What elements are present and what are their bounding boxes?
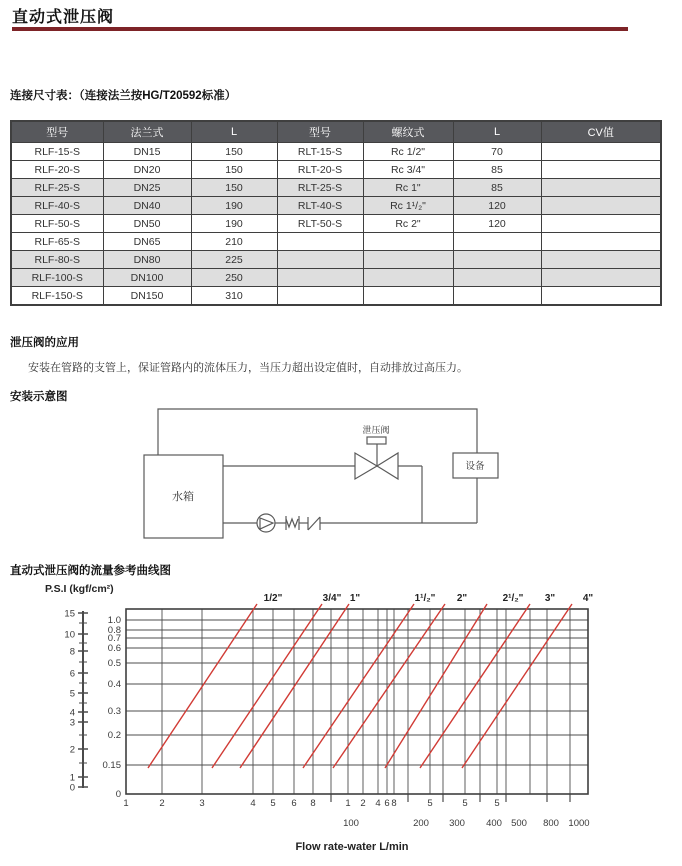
relief-valve-label: 泄压阀	[362, 425, 390, 435]
size-label: 1"	[349, 593, 361, 604]
table-cell: DN40	[103, 197, 191, 215]
psi-tick-label: 4	[69, 707, 75, 719]
table-cell	[541, 197, 661, 215]
table-cell: DN20	[103, 161, 191, 179]
installation-heading: 安装示意图	[10, 391, 68, 403]
table-cell: RLT-25-S	[277, 179, 363, 197]
table-cell: 210	[191, 233, 277, 251]
x-tick-label: 3	[199, 798, 205, 809]
flow-curve	[212, 604, 322, 768]
table-cell: RLT-50-S	[277, 215, 363, 233]
table-header-cell: 型号	[277, 121, 363, 143]
pump-impeller	[260, 518, 273, 529]
table-cell: DN15	[103, 143, 191, 161]
x-tick-label: 5	[427, 798, 433, 809]
table-cell	[541, 143, 661, 161]
table-cell: RLF-20-S	[11, 161, 103, 179]
table-cell	[541, 287, 661, 306]
table-cell: 150	[191, 179, 277, 197]
x-tick-label: 4	[250, 798, 256, 809]
table-cell: DN50	[103, 215, 191, 233]
table-cell: RLT-20-S	[277, 161, 363, 179]
table-cell	[277, 251, 363, 269]
table-cell: 85	[453, 179, 541, 197]
table-cell: DN100	[103, 269, 191, 287]
size-label: 2¹/₂"	[502, 593, 524, 604]
table-cell: RLF-65-S	[11, 233, 103, 251]
flow-curve	[333, 604, 445, 768]
table-cell	[363, 233, 453, 251]
table-header-cell: 螺纹式	[363, 121, 453, 143]
flow-curve	[462, 604, 572, 768]
table-cell: 120	[453, 215, 541, 233]
x-tick-label: 6	[384, 798, 390, 809]
relief-valve-symbol	[377, 453, 398, 479]
table-cell	[541, 269, 661, 287]
table-cell	[541, 215, 661, 233]
plot-border	[126, 609, 588, 794]
y-tick-label: 0.8	[107, 625, 121, 636]
x-tick-label: 4	[375, 798, 381, 809]
flex-connector-symbol	[286, 519, 298, 527]
table-row	[11, 269, 661, 287]
table-cell: DN80	[103, 251, 191, 269]
table-cell: DN65	[103, 233, 191, 251]
psi-tick-label: 3	[69, 717, 75, 729]
table-row	[11, 161, 661, 179]
page-title: 直动式泄压阀	[12, 9, 115, 26]
x-tick-label: 8	[310, 798, 316, 809]
installation-diagram	[0, 400, 682, 550]
table-cell: 85	[453, 161, 541, 179]
table-cell: RLF-150-S	[11, 287, 103, 306]
table-header-cell: L	[453, 121, 541, 143]
table-row	[11, 143, 661, 161]
psi-tick-label: 10	[64, 629, 75, 641]
x-tick-label: 8	[391, 798, 397, 809]
y-tick-label: 0.3	[107, 706, 121, 717]
x-decade-label: 800	[543, 818, 559, 829]
table-cell: RLF-25-S	[11, 179, 103, 197]
table-cell: Rc 1/2"	[363, 143, 453, 161]
table-header-cell: L	[191, 121, 277, 143]
x-decade-label: 1000	[568, 818, 590, 829]
application-body: 安装在管路的支管上，保证管路内的流体压力，当压力超出设定值时，自动排放过高压力。	[28, 362, 468, 374]
psi-tick-label: 6	[69, 668, 75, 680]
table-cell: RLF-50-S	[11, 215, 103, 233]
y-tick-label: 1.0	[107, 615, 121, 626]
chart-y-axis-title: P.S.I (kgf/cm²)	[45, 583, 114, 595]
size-label: 3"	[544, 593, 556, 604]
table-header-cell: CV值	[541, 121, 661, 143]
table-cell: DN25	[103, 179, 191, 197]
table-cell: RLT-40-S	[277, 197, 363, 215]
size-label: 4"	[582, 593, 594, 604]
x-decade-label: 400	[486, 818, 502, 829]
y-tick-label: 0.6	[107, 643, 121, 654]
x-decade-label: 500	[511, 818, 527, 829]
table-cell	[277, 233, 363, 251]
equipment-label: 设备	[465, 461, 485, 472]
table-cell: Rc 1"	[363, 179, 453, 197]
x-decade-label: 100	[343, 818, 359, 829]
table-cell	[453, 233, 541, 251]
table-header-cell: 型号	[11, 121, 103, 143]
flow-curve	[303, 604, 414, 768]
application-heading: 泄压阀的应用	[10, 337, 79, 349]
size-label: 1/2"	[263, 593, 283, 604]
table-cell: Rc 2"	[363, 215, 453, 233]
x-tick-label: 6	[291, 798, 297, 809]
y-tick-label: 0	[115, 789, 121, 800]
table-row	[11, 287, 661, 306]
size-label: 2"	[456, 593, 468, 604]
flow-curve	[240, 604, 349, 768]
psi-tick-label: 0	[69, 782, 75, 794]
dimension-table-heading: 连接尺寸表：（连接法兰按HG/T20592标准）	[10, 90, 237, 102]
x-tick-label: 5	[494, 798, 500, 809]
table-cell	[363, 251, 453, 269]
y-tick-label: 0.15	[102, 760, 121, 771]
table-cell: 190	[191, 215, 277, 233]
pipe-top	[158, 409, 477, 455]
table-row	[11, 215, 661, 233]
x-decade-label: 300	[449, 818, 465, 829]
table-cell: 120	[453, 197, 541, 215]
table-cell: 250	[191, 269, 277, 287]
table-cell: RLT-15-S	[277, 143, 363, 161]
table-cell: RLF-80-S	[11, 251, 103, 269]
table-head	[11, 121, 661, 143]
table-cell: RLF-15-S	[11, 143, 103, 161]
y-tick-label: 0.4	[107, 679, 121, 690]
table-cell	[363, 269, 453, 287]
table-cell	[541, 161, 661, 179]
flow-chart-svg	[0, 580, 682, 866]
psi-tick-label: 15	[64, 608, 75, 620]
flow-chart-heading: 直动式泄压阀的流量参考曲线图	[10, 565, 171, 577]
table-cell	[277, 287, 363, 306]
table-header-row	[11, 121, 661, 143]
tank-label: 水箱	[172, 491, 194, 503]
x-tick-label: 5	[462, 798, 468, 809]
table-row	[11, 197, 661, 215]
table-cell	[363, 287, 453, 306]
table-cell: 70	[453, 143, 541, 161]
table-cell	[453, 287, 541, 306]
table-cell: 225	[191, 251, 277, 269]
psi-tick-label: 1	[69, 772, 75, 784]
chart-x-axis-title: Flow rate-water L/min	[295, 841, 409, 853]
table-cell	[541, 233, 661, 251]
spec-table-body	[11, 143, 661, 306]
table-cell	[453, 251, 541, 269]
table-cell: Rc 1¹/₂"	[363, 197, 453, 215]
table-cell	[541, 251, 661, 269]
y-tick-label: 0.2	[107, 730, 121, 741]
psi-tick-label: 5	[69, 688, 75, 700]
psi-tick-label: 2	[69, 744, 75, 756]
x-decade-label: 200	[413, 818, 429, 829]
relief-valve-symbol	[355, 453, 377, 479]
table-row	[11, 179, 661, 197]
table-cell	[453, 269, 541, 287]
x-tick-label: 2	[360, 798, 366, 809]
table-cell: 310	[191, 287, 277, 306]
table-cell: 150	[191, 143, 277, 161]
title-underline	[12, 27, 628, 31]
table-row	[11, 251, 661, 269]
table-cell: Rc 3/4"	[363, 161, 453, 179]
table-cell: DN150	[103, 287, 191, 306]
table-cell	[541, 179, 661, 197]
table-row	[11, 233, 661, 251]
table-cell: 190	[191, 197, 277, 215]
size-label: 1¹/₂"	[414, 593, 436, 604]
table-cell	[277, 269, 363, 287]
dimension-table	[10, 120, 662, 306]
x-tick-label: 1	[123, 798, 129, 809]
x-tick-label: 5	[270, 798, 276, 809]
table-cell: RLF-100-S	[11, 269, 103, 287]
table-header-cell: 法兰式	[103, 121, 191, 143]
x-tick-label: 2	[159, 798, 165, 809]
x-tick-label: 1	[345, 798, 351, 809]
flow-curve	[148, 604, 257, 768]
size-label: 3/4"	[322, 593, 342, 604]
relief-valve-actuator	[367, 437, 386, 444]
check-valve-symbol	[308, 517, 320, 530]
table-cell: 150	[191, 161, 277, 179]
table-cell: RLF-40-S	[11, 197, 103, 215]
y-tick-label: 0.7	[107, 633, 121, 644]
y-tick-label: 0.5	[107, 658, 121, 669]
psi-tick-label: 8	[69, 646, 75, 658]
